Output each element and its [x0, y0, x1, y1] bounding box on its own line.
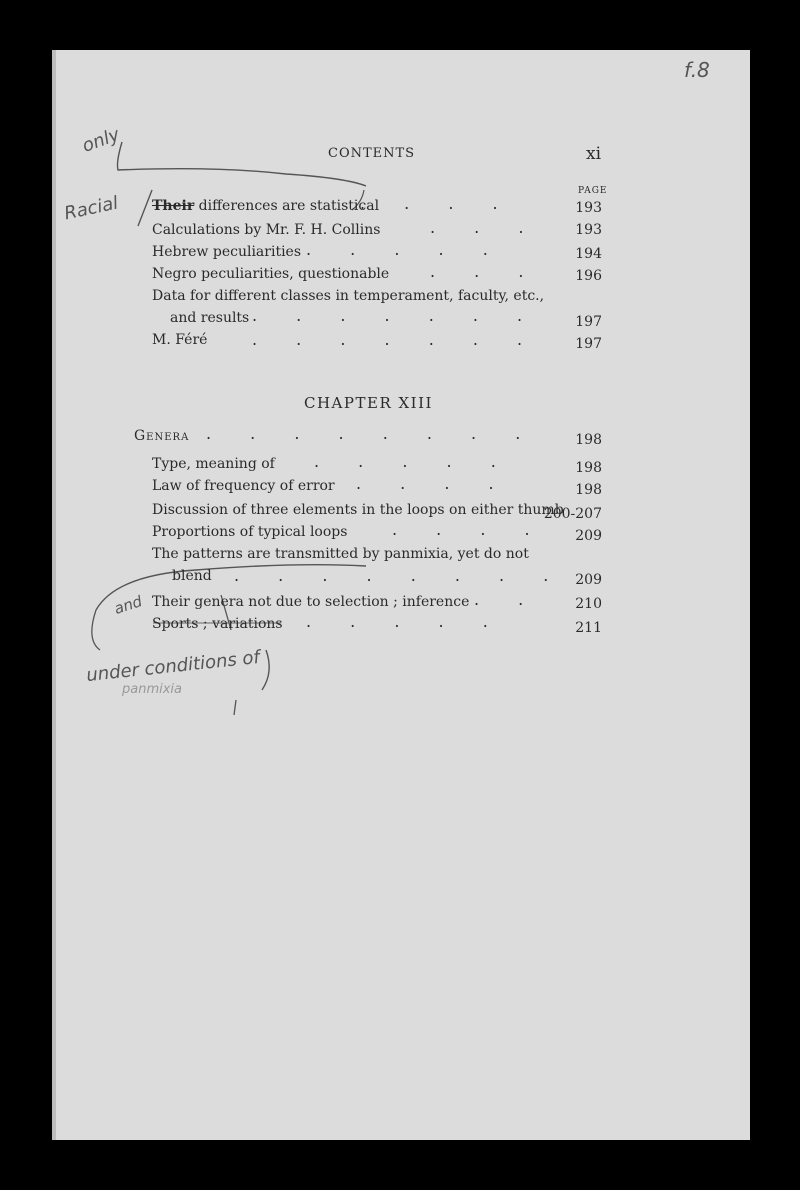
toc-page: 196 [575, 268, 602, 284]
page-number: xi [586, 144, 602, 164]
leader-dots: . . . [430, 262, 524, 281]
toc-page: 193 [575, 200, 602, 216]
leader-dots: . . . . [392, 520, 530, 539]
leader-dots: . . . . . . . . [234, 566, 549, 585]
chapter-title: Genera [134, 428, 190, 444]
toc-entry: blend [172, 568, 212, 584]
toc-entry: Proportions of typical loops [152, 524, 348, 540]
toc-page: 209 [575, 572, 602, 588]
leader-dots: . . [474, 590, 524, 609]
toc-page: 198 [575, 482, 602, 498]
leader-dots: . . . . [356, 474, 494, 493]
toc-entry: and results [170, 310, 250, 326]
toc-page: 197 [575, 314, 602, 330]
annotation-bottom-note-faint: panmixia [122, 682, 183, 697]
toc-page: 193 [575, 222, 602, 238]
toc-page: 210 [575, 596, 602, 612]
toc-entry: Law of frequency of error [152, 478, 335, 494]
toc-entry: Calculations by Mr. F. H. Collins [152, 222, 381, 238]
running-head: CONTENTS [328, 146, 416, 161]
toc-page: 194 [575, 246, 602, 262]
toc-entry: Hebrew peculiarities [152, 244, 302, 260]
toc-page: 209 [575, 528, 602, 544]
toc-page: 197 [575, 336, 602, 352]
annotation-left-margin: Racial [62, 192, 121, 225]
toc-page: 198 [575, 460, 602, 476]
toc-entry: Their genera not due to selection ; inference [152, 594, 470, 610]
book-page [52, 50, 750, 1140]
toc-page: 211 [575, 620, 602, 636]
leader-dots: . . . . . . . [252, 306, 523, 325]
annotation-top-left: only [79, 124, 123, 157]
toc-page: 200-207 [543, 506, 602, 522]
toc-entry: The patterns are transmitted by panmixia, yet do not [152, 546, 529, 562]
corner-mark: f.8 [684, 58, 710, 82]
page-column-label: PAGE [578, 186, 608, 196]
toc-entry: Discussion of three elements in the loops on either thumb [152, 502, 564, 518]
leader-dots: . . . . . . . [252, 330, 523, 349]
toc-page: 198 [575, 432, 602, 448]
toc-entry: Sports ; variations [152, 616, 283, 632]
leader-dots: . . . . . [306, 612, 488, 631]
leader-dots: . . . . [360, 194, 498, 213]
leader-dots: . . . [430, 218, 524, 237]
leader-dots: . . . . . . . . [206, 424, 521, 443]
toc-entry: M. Féré [152, 332, 208, 348]
toc-entry: Data for different classes in temperament, faculty, etc., [152, 288, 545, 304]
annotation-side-note: and [111, 592, 145, 618]
leader-dots: . . . . . [306, 240, 488, 259]
toc-entry: Type, meaning of [152, 456, 275, 472]
chapter-heading: CHAPTER XIII [304, 394, 433, 412]
annotation-bottom-note: under conditions of [85, 646, 261, 687]
toc-entry: Their differences are statistical [152, 198, 380, 214]
toc-entry: Negro peculiarities, questionable [152, 266, 390, 282]
leader-dots: . . . . . [314, 452, 496, 471]
